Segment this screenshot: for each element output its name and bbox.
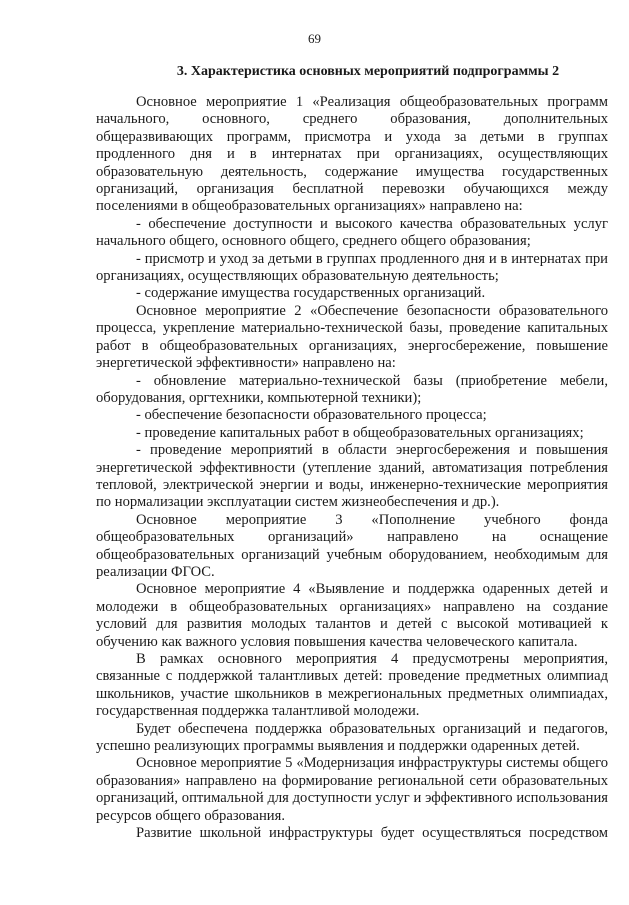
- list-item: - проведение капитальных работ в общеобразовательных организациях;: [136, 424, 584, 441]
- paragraph-measure-4-details: В рамках основного мероприятия 4 предусмотрены мероприятия, связанные с поддержкой талантливых детей: проведение предметных олимпиад школьников, участие школьников в межрегиональных предметных олимпиадах, государственная поддержка талантливой молодежи.: [96, 651, 608, 720]
- paragraph-support: Будет обеспечена поддержка образовательных организаций и педагогов, успешно реализующих программы выявления и поддержки одаренных детей.: [96, 720, 608, 755]
- list-item: - обеспечение безопасности образовательного процесса;: [136, 407, 487, 424]
- list-item: - присмотр и уход за детьми в группах продленного дня и в интернатах при организациях, осуществляющих образовательную деятельность;: [96, 250, 608, 285]
- list-item: - обеспечение доступности и высокого качества образовательных услуг начального общего, основного общего, среднего общего образования;: [96, 215, 608, 250]
- document-body: [96, 94, 608, 842]
- paragraph-infrastructure: Развитие школьной инфраструктуры будет осуществляться посредством: [136, 825, 608, 842]
- paragraph-measure-5: Основное мероприятие 5 «Модернизация инфраструктуры системы общего образования» направлено на формирование региональной сети образовательных организаций, оптимальной для доступности услуг и эффективного использования ресурсов общего образования.: [96, 755, 608, 824]
- paragraph-measure-1: Основное мероприятие 1 «Реализация общеобразовательных программ начального, основного, среднего образования, дополнительных общеразвивающих программ, присмотра и ухода за детьми в группах продленного дня и в интернатах при организациях, осуществляющих образовательную деятельность, содержание имущества государственных организаций, организация бесплатной перевозки обучающихся между поселениями в общеобразовательных организациях» направлено на:: [96, 94, 608, 215]
- page-number: 69: [308, 31, 321, 46]
- paragraph-measure-3: Основное мероприятие 3 «Пополнение учебного фонда общеобразовательных организаций» направлено на оснащение общеобразовательных организаций учебным оборудованием, необходимым для реализации ФГОС.: [96, 511, 608, 580]
- section-heading: 3. Характеристика основных мероприятий подпрограммы 2: [176, 64, 560, 79]
- list-item: - обновление материально-технической базы (приобретение мебели, оборудования, оргтехники, компьютерной техники);: [96, 372, 608, 406]
- paragraph-measure-4: Основное мероприятие 4 «Выявление и поддержка одаренных детей и молодежи в общеобразовательных организациях» направлено на создание условий для развития молодых талантов и детей с высокой мотивацией к обучению как важного условия повышения качества человеческого капитала.: [96, 581, 608, 650]
- paragraph-measure-2: Основное мероприятие 2 «Обеспечение безопасности образовательного процесса, укрепление материально-технической базы, проведение капитальных работ в общеобразовательных организациях, энергосбережение, повышение энергетической эффективности» направлено на:: [96, 302, 608, 372]
- list-item: - содержание имущества государственных организаций.: [136, 285, 486, 302]
- list-item: - проведение мероприятий в области энергосбережения и повышения энергетической эффективности (утепление зданий, автоматизация потребления тепловой, электрической энергии и воды, инженерно-технические мероприятия по нормализации эксплуатации систем жизнеобеспечения и др.).: [96, 442, 608, 511]
